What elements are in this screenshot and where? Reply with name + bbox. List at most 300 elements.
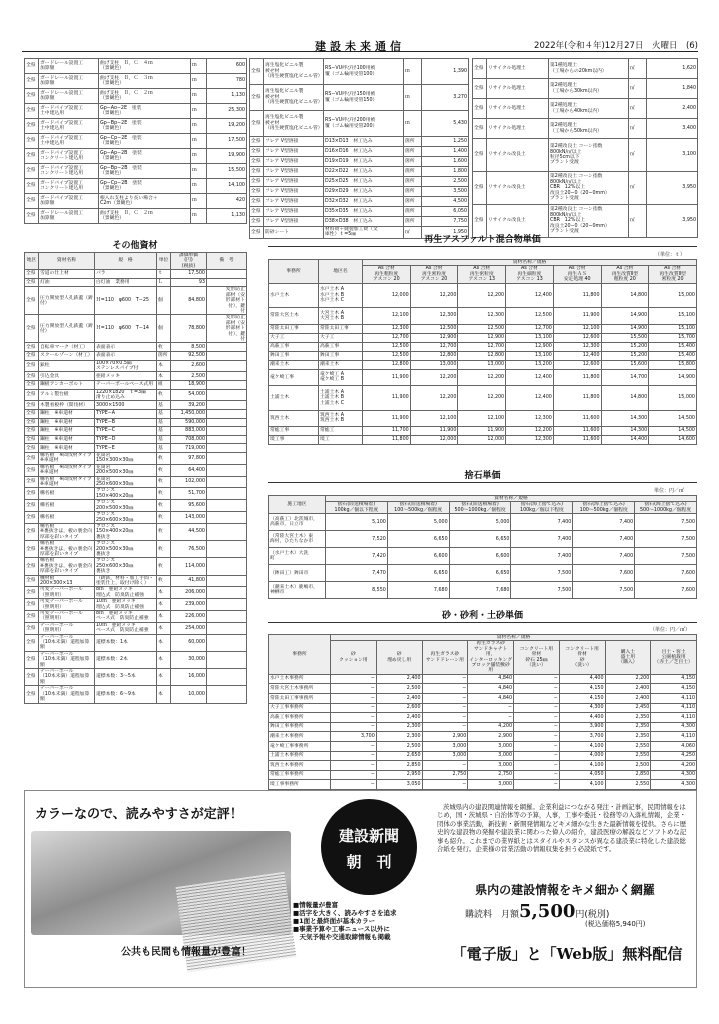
table-cell: 箇所 xyxy=(404,157,422,167)
newspaper-photo xyxy=(31,831,291,935)
table-cell: フレア V型溶接 xyxy=(264,207,324,217)
table-cell: ガードパイプ設置工 コンクリート建込用 xyxy=(39,179,99,194)
table-cell: ブロンズ 200×500×30㎜ 裏抜き xyxy=(95,541,157,558)
table-cell: 全県 xyxy=(25,287,39,315)
table-cell: 材料費＋縫製加工費（文 庫性）ｔ=5㎜ xyxy=(324,227,404,239)
table-cell: ガードパイプ設置工 加算額 xyxy=(39,194,99,209)
table-cell: リサイクル改良土 xyxy=(487,205,549,238)
table-cell xyxy=(207,488,247,500)
table-cell: 11,800 xyxy=(363,435,411,444)
table-cell: 筑西土木事務所 xyxy=(269,761,331,771)
table-cell: Gp−Cp−2E 塗装 （景観色） xyxy=(99,134,191,149)
table-cell: 全県 xyxy=(25,500,39,512)
table-cell: 亜鉛メッキ xyxy=(95,372,157,381)
table-cell: 筑西土木 xyxy=(269,410,319,426)
table-cell: − xyxy=(331,761,377,771)
table-cell: 枚 xyxy=(157,464,171,476)
table-cell: 1,130 xyxy=(207,209,247,224)
table-cell xyxy=(207,270,247,279)
table-row xyxy=(25,599,247,611)
column-header: As 合材 再生ＡＳ 安定処理 40 xyxy=(553,266,601,283)
table-cell: 2,400 xyxy=(605,694,651,704)
table-cell: 7,500 xyxy=(511,565,573,582)
table-cell: − xyxy=(514,694,560,704)
table-cell: 構名板 ※裏抜きほ，板の裏金向 厚部を彩いタイプ xyxy=(39,558,95,575)
column-header: 規 格 xyxy=(95,253,157,270)
table-row xyxy=(25,669,247,686)
table-cell: 全県 xyxy=(25,381,39,390)
table-cell: 2,750 xyxy=(468,770,514,780)
column-header: 施工地区 xyxy=(269,496,326,514)
table-cell: 12,100 xyxy=(553,324,601,333)
table-cell: 全県 xyxy=(25,427,39,436)
table-cell: リサイクル改良土 xyxy=(487,139,549,172)
table-cell: 3,900 xyxy=(559,722,605,732)
table-cell: TYPE−A xyxy=(95,410,157,419)
column-header: As 合材 再生改質Ⅱ型 密粒度 20 xyxy=(649,266,697,283)
table-row xyxy=(473,99,698,119)
table-cell: − xyxy=(422,780,468,790)
table-cell: 7,500 xyxy=(511,582,573,599)
table-cell: 2,900 xyxy=(468,732,514,742)
table-cell: 14,900 xyxy=(649,369,697,385)
table-cell: 箇所 xyxy=(404,187,422,197)
table-cell: 曲げ支柱 Ｂ，Ｃ ３ｍ （景観色） xyxy=(99,74,191,89)
table-cell xyxy=(207,611,247,623)
table-cell: 基 xyxy=(157,418,171,427)
table-cell: （鉾田工）鉾田市 xyxy=(269,565,326,582)
table-cell: 境工事事務所 xyxy=(269,780,331,790)
table-cell xyxy=(207,541,247,558)
table-row xyxy=(250,157,469,167)
feature-item: ■事業予算や工事ニュース以外に 天気予報や交通取締情報も掲載 xyxy=(293,925,391,941)
table-cell: − xyxy=(331,713,377,723)
table-cell: − xyxy=(422,722,468,732)
table-cell: 全県 xyxy=(25,622,39,634)
table-cell: 780 xyxy=(207,74,247,89)
table-cell xyxy=(207,343,247,352)
table-cell: 箇所 xyxy=(404,197,422,207)
table-row xyxy=(25,89,247,104)
table-cell: 自転車マーク（材工） xyxy=(39,343,95,352)
table-cell xyxy=(207,372,247,381)
table-cell: 全県 xyxy=(25,634,39,651)
other-materials-title: その他資材 xyxy=(24,238,246,253)
table-cell: 2,450 xyxy=(605,703,651,713)
table-cell: 土浦土木 xyxy=(269,386,319,411)
table-cell xyxy=(207,410,247,419)
table-cell: 全県 xyxy=(473,79,487,99)
table-cell: 7,750 xyxy=(422,217,469,227)
table-cell: 15,400 xyxy=(649,351,697,360)
table-cell: 6,650 xyxy=(449,565,511,582)
column-header: 資材名称 xyxy=(39,253,95,270)
table-cell: ブロンズ 200×500×30㎜ xyxy=(95,500,157,512)
table-cell: 16,000 xyxy=(171,669,207,686)
table-cell: 全県 xyxy=(250,217,264,227)
table-row xyxy=(269,324,697,333)
table-cell: 2,850 xyxy=(605,770,651,780)
table-cell xyxy=(207,669,247,686)
table-cell: 12,200 xyxy=(410,369,458,385)
table-row xyxy=(25,401,247,410)
table-cell: 4,100 xyxy=(559,761,605,771)
table-cell: リサイクル処理土 xyxy=(487,59,549,79)
table-cell: 6,050 xyxy=(422,207,469,217)
table-cell: 全県 xyxy=(250,167,264,177)
table-cell: TYPE−E xyxy=(95,444,157,453)
table-cell: ㎡ xyxy=(404,227,422,239)
table-cell: ブロンズ 150×400×20㎜ 裏抜き xyxy=(95,523,157,540)
table-cell: ｍ xyxy=(191,59,207,74)
table-cell xyxy=(207,587,247,599)
table-cell: 1,250 xyxy=(422,137,469,147)
table-cell: 12,000 xyxy=(410,435,458,444)
table-row xyxy=(25,523,247,540)
table-cell xyxy=(207,389,247,401)
table-cell: （潮来土木）鹿嶋市， 神栖市 xyxy=(269,582,326,599)
price-tail: 円(税別) xyxy=(575,910,610,920)
table-cell: 8,550 xyxy=(326,582,388,599)
table-cell: ガードパイプ設置工 コンクリート建込用 xyxy=(39,149,99,164)
table-cell: 高萩工事 xyxy=(319,342,363,351)
table-cell xyxy=(207,512,247,524)
table-cell: 常陸大宮土木事務所 xyxy=(269,684,331,694)
table-cell xyxy=(207,523,247,540)
table-cell: 2,600 xyxy=(376,703,422,713)
table-cell: 7,500 xyxy=(635,514,697,531)
table-cell: 25,300 xyxy=(207,104,247,119)
table-cell: 4,000 xyxy=(559,751,605,761)
table-cell: 4,300 xyxy=(651,780,697,790)
table-cell: 11,900 xyxy=(458,426,506,435)
table-cell: 竜ケ崎工事事務所 xyxy=(269,742,331,752)
table-row xyxy=(25,575,247,587)
table-row xyxy=(269,732,697,742)
table-cell: 全県 xyxy=(25,453,39,465)
table-row xyxy=(269,674,697,684)
column-header: 目土・客土 公園植栽用 （赤土／芝目土） xyxy=(651,641,697,674)
table-cell: 再生塩化ビニル製 被せ材 （再生硬質塩化ビニル管） xyxy=(264,59,324,85)
table-cell: ｍ xyxy=(191,179,207,194)
table-cell xyxy=(207,401,247,410)
table-cell: 機材板 200×300×13 xyxy=(39,575,95,587)
column-group-header: 資材名称／規格 xyxy=(326,496,697,502)
table-cell: 4,300 xyxy=(651,770,697,780)
table-cell: 420 xyxy=(207,194,247,209)
table-cell: 本 xyxy=(157,651,171,668)
table-cell: 12,200 xyxy=(410,283,458,308)
table-cell: 11,900 xyxy=(410,426,458,435)
table-cell: 4,150 xyxy=(651,684,697,694)
table-cell: 構名板 ※裏抜きほ，板の裏金向 厚部を彩いタイプ xyxy=(39,523,95,540)
table-cell: 全県 xyxy=(250,197,264,207)
table-cell: − xyxy=(331,780,377,790)
table-cell xyxy=(207,599,247,611)
table-cell: 7,400 xyxy=(573,514,635,531)
table-cell: 12,900 xyxy=(410,333,458,342)
table-cell: − xyxy=(422,694,468,704)
table-cell: 再生塩化ビニル製 被せ材 （再生硬質塩化ビニル管） xyxy=(264,85,324,111)
table-cell: 竜ケ崎工事 xyxy=(269,369,319,385)
table-cell: 曲げ支柱 Ｂ，Ｃ ２ｍ （景観色） xyxy=(99,209,191,224)
table-cell: 12,200 xyxy=(458,369,506,385)
table-cell: 12,700 xyxy=(458,342,506,351)
table-cell: 枚 xyxy=(157,476,171,488)
table-cell: 構名板 ※裏抜きほ，板の裏金向 厚部を彩いタイプ xyxy=(39,541,95,558)
table-row xyxy=(250,177,469,187)
table-cell: 2,500 xyxy=(422,177,469,187)
table-row xyxy=(25,512,247,524)
table-cell: 本 xyxy=(157,599,171,611)
column-header: 捨石(陸送積場着) 100〜500kg／個程度 xyxy=(387,502,449,514)
table-row xyxy=(269,703,697,713)
table-cell: 14,800 xyxy=(601,283,649,308)
table-cell: 大子工 xyxy=(319,333,363,342)
table-cell: 可変テーパーポール （照明用） xyxy=(39,611,95,623)
table-cell: 3000×1500 xyxy=(95,401,157,410)
table-cell xyxy=(207,381,247,390)
column-header: 砂 埋め戻し用 xyxy=(376,641,422,674)
table-cell: 7,400 xyxy=(511,548,573,565)
table-cell: 花崗岩 250×600×30㎜ xyxy=(95,476,157,488)
table-row xyxy=(269,742,697,752)
table-cell: ｍ xyxy=(191,119,207,134)
table-cell: 灯油 xyxy=(39,278,95,287)
table-cell: 12,300 xyxy=(363,324,411,333)
table-cell: − xyxy=(331,703,377,713)
table-row xyxy=(250,167,469,177)
table-cell: 枚 xyxy=(157,488,171,500)
table-cell: 3,500 xyxy=(422,187,469,197)
table-row xyxy=(25,372,247,381)
table-cell: − xyxy=(422,684,468,694)
table-cell: 15,000 xyxy=(649,283,697,308)
table-cell: 3,000 xyxy=(468,751,514,761)
table-cell xyxy=(207,444,247,453)
table-cell: RS−VU呼び径150用被 覆（ゴム輪用受管150） xyxy=(324,85,404,111)
table-cell: 12,100 xyxy=(363,308,411,324)
table-cell: 15,500 xyxy=(601,333,649,342)
table-cell xyxy=(207,634,247,651)
table-cell: 102,000 xyxy=(171,476,207,488)
table-cell: 64,400 xyxy=(171,464,207,476)
table-cell: Ｈ=110 φ600 T−14 xyxy=(95,315,157,343)
table-cell: 全県 xyxy=(473,205,487,238)
table-cell: ｍ xyxy=(404,111,422,137)
table-cell: 12,300 xyxy=(506,435,554,444)
table-cell: 全県 xyxy=(473,119,487,139)
table-cell: フレア V型溶接 xyxy=(264,167,324,177)
table-cell xyxy=(207,352,247,361)
table-cell: 潮来土木事務所 xyxy=(269,732,331,742)
table-cell: 花崗岩 150×300×30㎜ xyxy=(95,453,157,465)
table-cell: 51,700 xyxy=(171,488,207,500)
table-row xyxy=(25,104,247,119)
table-cell: 全県 xyxy=(250,147,264,157)
table-cell: − xyxy=(422,674,468,684)
table-cell: 鋼柱 ※車道材 xyxy=(39,418,95,427)
table-cell: 12,800 xyxy=(458,351,506,360)
table-cell: Gp−Bp−2E 塗装 （景観色） xyxy=(99,119,191,134)
table-cell: 12,200 xyxy=(458,283,506,308)
crushed-stone-table xyxy=(268,495,697,599)
table-cell: 239,000 xyxy=(171,599,207,611)
column-header: 課価単価 (円) (税抜) xyxy=(171,253,207,270)
table-cell: 構名板 ※間伐材タイプ ※車道材 xyxy=(39,476,95,488)
table-cell: 2,500 xyxy=(171,372,207,381)
table-row xyxy=(25,287,247,315)
table-cell: 全県 xyxy=(25,270,39,279)
table-row xyxy=(25,164,247,179)
table-cell: 全県 xyxy=(25,278,39,287)
table-cell: 鋼柱 ※車道材 xyxy=(39,410,95,419)
table-cell: 14,100 xyxy=(207,179,247,194)
table-cell xyxy=(207,686,247,703)
table-cell: − xyxy=(331,770,377,780)
column-header: As 合材 再生密粒度 アスコン 13 xyxy=(458,266,506,283)
column-header: As 合材 再生密粒度 アスコン 20 xyxy=(410,266,458,283)
table-cell: 11,900 xyxy=(363,386,411,411)
table-row xyxy=(25,179,247,194)
table-cell: D29×D29 材工込み xyxy=(324,187,404,197)
table-row xyxy=(25,651,247,668)
ad-lead: カラーなので、読みやすさが定評！ xyxy=(35,807,243,822)
table-row xyxy=(269,369,697,385)
table-cell: 12,500 xyxy=(458,324,506,333)
table-cell: 12,200 xyxy=(410,386,458,411)
table-cell: 本 xyxy=(157,372,171,381)
table-cell: 4,400 xyxy=(559,674,605,684)
table-cell: 12,400 xyxy=(506,386,554,411)
table-cell: 鋼柱 ※車道材 xyxy=(39,427,95,436)
table-cell: 全県 xyxy=(25,315,39,343)
table-cell: 水戸土木 A 水戸土木 B 水戸土木 C xyxy=(319,283,363,308)
table-row xyxy=(473,59,698,79)
table-row xyxy=(25,611,247,623)
table-cell: D32×D32 材工込み xyxy=(324,197,404,207)
table-cell: 11,900 xyxy=(553,308,601,324)
table-row xyxy=(25,149,247,164)
table-cell: 全県 xyxy=(25,418,39,427)
table-cell: 全県 xyxy=(25,651,39,668)
table-cell: （水戸土木）大洗 町 xyxy=(269,548,326,565)
table-cell: 4,150 xyxy=(559,694,605,704)
table-cell: 4,110 xyxy=(651,694,697,704)
table-cell: 4,060 xyxy=(651,742,697,752)
table-cell: 13,100 xyxy=(506,351,554,360)
table-row xyxy=(25,360,247,372)
table-row xyxy=(269,333,697,342)
table-cell: 枚 xyxy=(157,343,171,352)
masthead-logo xyxy=(321,799,417,895)
table-cell: ブロンズ 250×600×30㎜ xyxy=(95,512,157,524)
table-cell: 6,650 xyxy=(387,565,449,582)
table-cell: 3,950 xyxy=(647,205,698,238)
table-cell: 143,000 xyxy=(171,512,207,524)
table-cell: 2,350 xyxy=(605,722,651,732)
table-cell: 11,600 xyxy=(553,410,601,426)
crushed-stone-title: 捨石単価 xyxy=(268,468,697,483)
table-cell: 3,000 xyxy=(422,742,468,752)
table-cell: 水戸土木事務所 xyxy=(269,674,331,684)
table-cell: 719,000 xyxy=(171,444,207,453)
ad-body: 茨城県内の建設関連情報を網羅。企業利益につながる発注・計画記事，民間情報をはじめ，国・茨城県・自治体等の予算，人事，工事や委託・役務等の入落札情報，企業・団体の事業活動，新技術・新開発情報などキメ細かな生きた最新情報を提供。さらに歴史的な建設物の発掘や建設業に関わった偉人の紹介，建設医療の解説などソフトめな記事も紹介。これまでの業界紙とはスタイルやスタンスが異なる建設業に特化した建設総合紙を発行。企業様の営業活動の情報収集を担う必読紙です。 xyxy=(437,803,687,854)
table-cell: 8ｍ 亜鉛メッキ ベース式 防臭防止補強 xyxy=(95,611,157,623)
table-cell xyxy=(207,476,247,488)
table-cell: 11,800 xyxy=(553,283,601,308)
table-row xyxy=(269,722,697,732)
column-header: As 合材 再生粗粒度 アスコン 20 xyxy=(363,266,411,283)
table-cell: − xyxy=(514,751,560,761)
column-header: 捨石(陸送積場着) 500〜1000kg／個程度 xyxy=(449,502,511,514)
table-cell: 13,200 xyxy=(506,360,554,369)
table-cell: 12,500 xyxy=(506,308,554,324)
table-row xyxy=(25,622,247,634)
table-cell xyxy=(207,427,247,436)
table-cell: 変形防止 部材（安 形部材ト 付），鍵 付 xyxy=(207,315,247,343)
table-cell: 竜ケ崎工 A 竜ケ崎工 B xyxy=(319,369,363,385)
table-row xyxy=(250,59,469,85)
table-cell: 全県 xyxy=(25,410,39,419)
table-cell: − xyxy=(422,703,468,713)
table-cell: Ｈ=110 φ600 T−25 xyxy=(95,287,157,315)
table-cell: 全県 xyxy=(250,207,264,217)
column-header: コンクリート用 骨材 砂 （洗い） xyxy=(559,641,605,674)
table-cell: 道標本数：1本 xyxy=(95,634,157,651)
guardrail-table xyxy=(24,58,246,224)
table-cell: フレア V型溶接 xyxy=(264,197,324,207)
table-cell: 4,050 xyxy=(559,770,605,780)
table-cell: ガードパイプ設置工 土中建込用 xyxy=(39,119,99,134)
table-cell: − xyxy=(514,761,560,771)
table-cell: 4,500 xyxy=(422,197,469,207)
table-row xyxy=(250,187,469,197)
table-cell: 3,700 xyxy=(559,732,605,742)
table-cell: 全県 xyxy=(25,512,39,524)
table-row xyxy=(25,464,247,476)
table-cell: 3,270 xyxy=(422,85,469,111)
table-cell: 11,700 xyxy=(363,426,411,435)
column-header: 捨石(海上捨て込み) 100kg／個以下程度 xyxy=(511,502,573,514)
table-cell: 15,200 xyxy=(601,342,649,351)
table-cell: 7,680 xyxy=(387,582,449,599)
table-cell: 2,300 xyxy=(376,732,422,742)
table-cell: 全県 xyxy=(250,157,264,167)
table-cell: 54,000 xyxy=(171,389,207,401)
table-cell xyxy=(207,575,247,587)
table-cell: 14,500 xyxy=(649,410,697,426)
table-cell: ｔ xyxy=(157,270,171,279)
table-cell: 境工 xyxy=(319,435,363,444)
table-cell: 12,400 xyxy=(506,369,554,385)
table-row xyxy=(25,59,247,74)
table-row xyxy=(25,74,247,89)
table-cell: 590,000 xyxy=(171,418,207,427)
table-cell: − xyxy=(331,674,377,684)
table-cell: 全県 xyxy=(25,435,39,444)
table-row xyxy=(25,410,247,419)
table-cell: 1,400 xyxy=(422,147,469,157)
table-cell: Gp−Bp−2B 塗装 （景観色） xyxy=(99,164,191,179)
table-cell: 12,500 xyxy=(363,342,411,351)
table-cell: 全県 xyxy=(250,177,264,187)
table-cell: 7,600 xyxy=(635,582,697,599)
table-cell: − xyxy=(514,732,560,742)
table-cell: 構名板 ※間伐材タイプ ※車道材 xyxy=(39,464,95,476)
column-header: コンクリート用 骨材 砕石 25㎜ （洗い） xyxy=(514,641,560,674)
column-header: 購入土 盛土用 （購入） xyxy=(605,641,651,674)
